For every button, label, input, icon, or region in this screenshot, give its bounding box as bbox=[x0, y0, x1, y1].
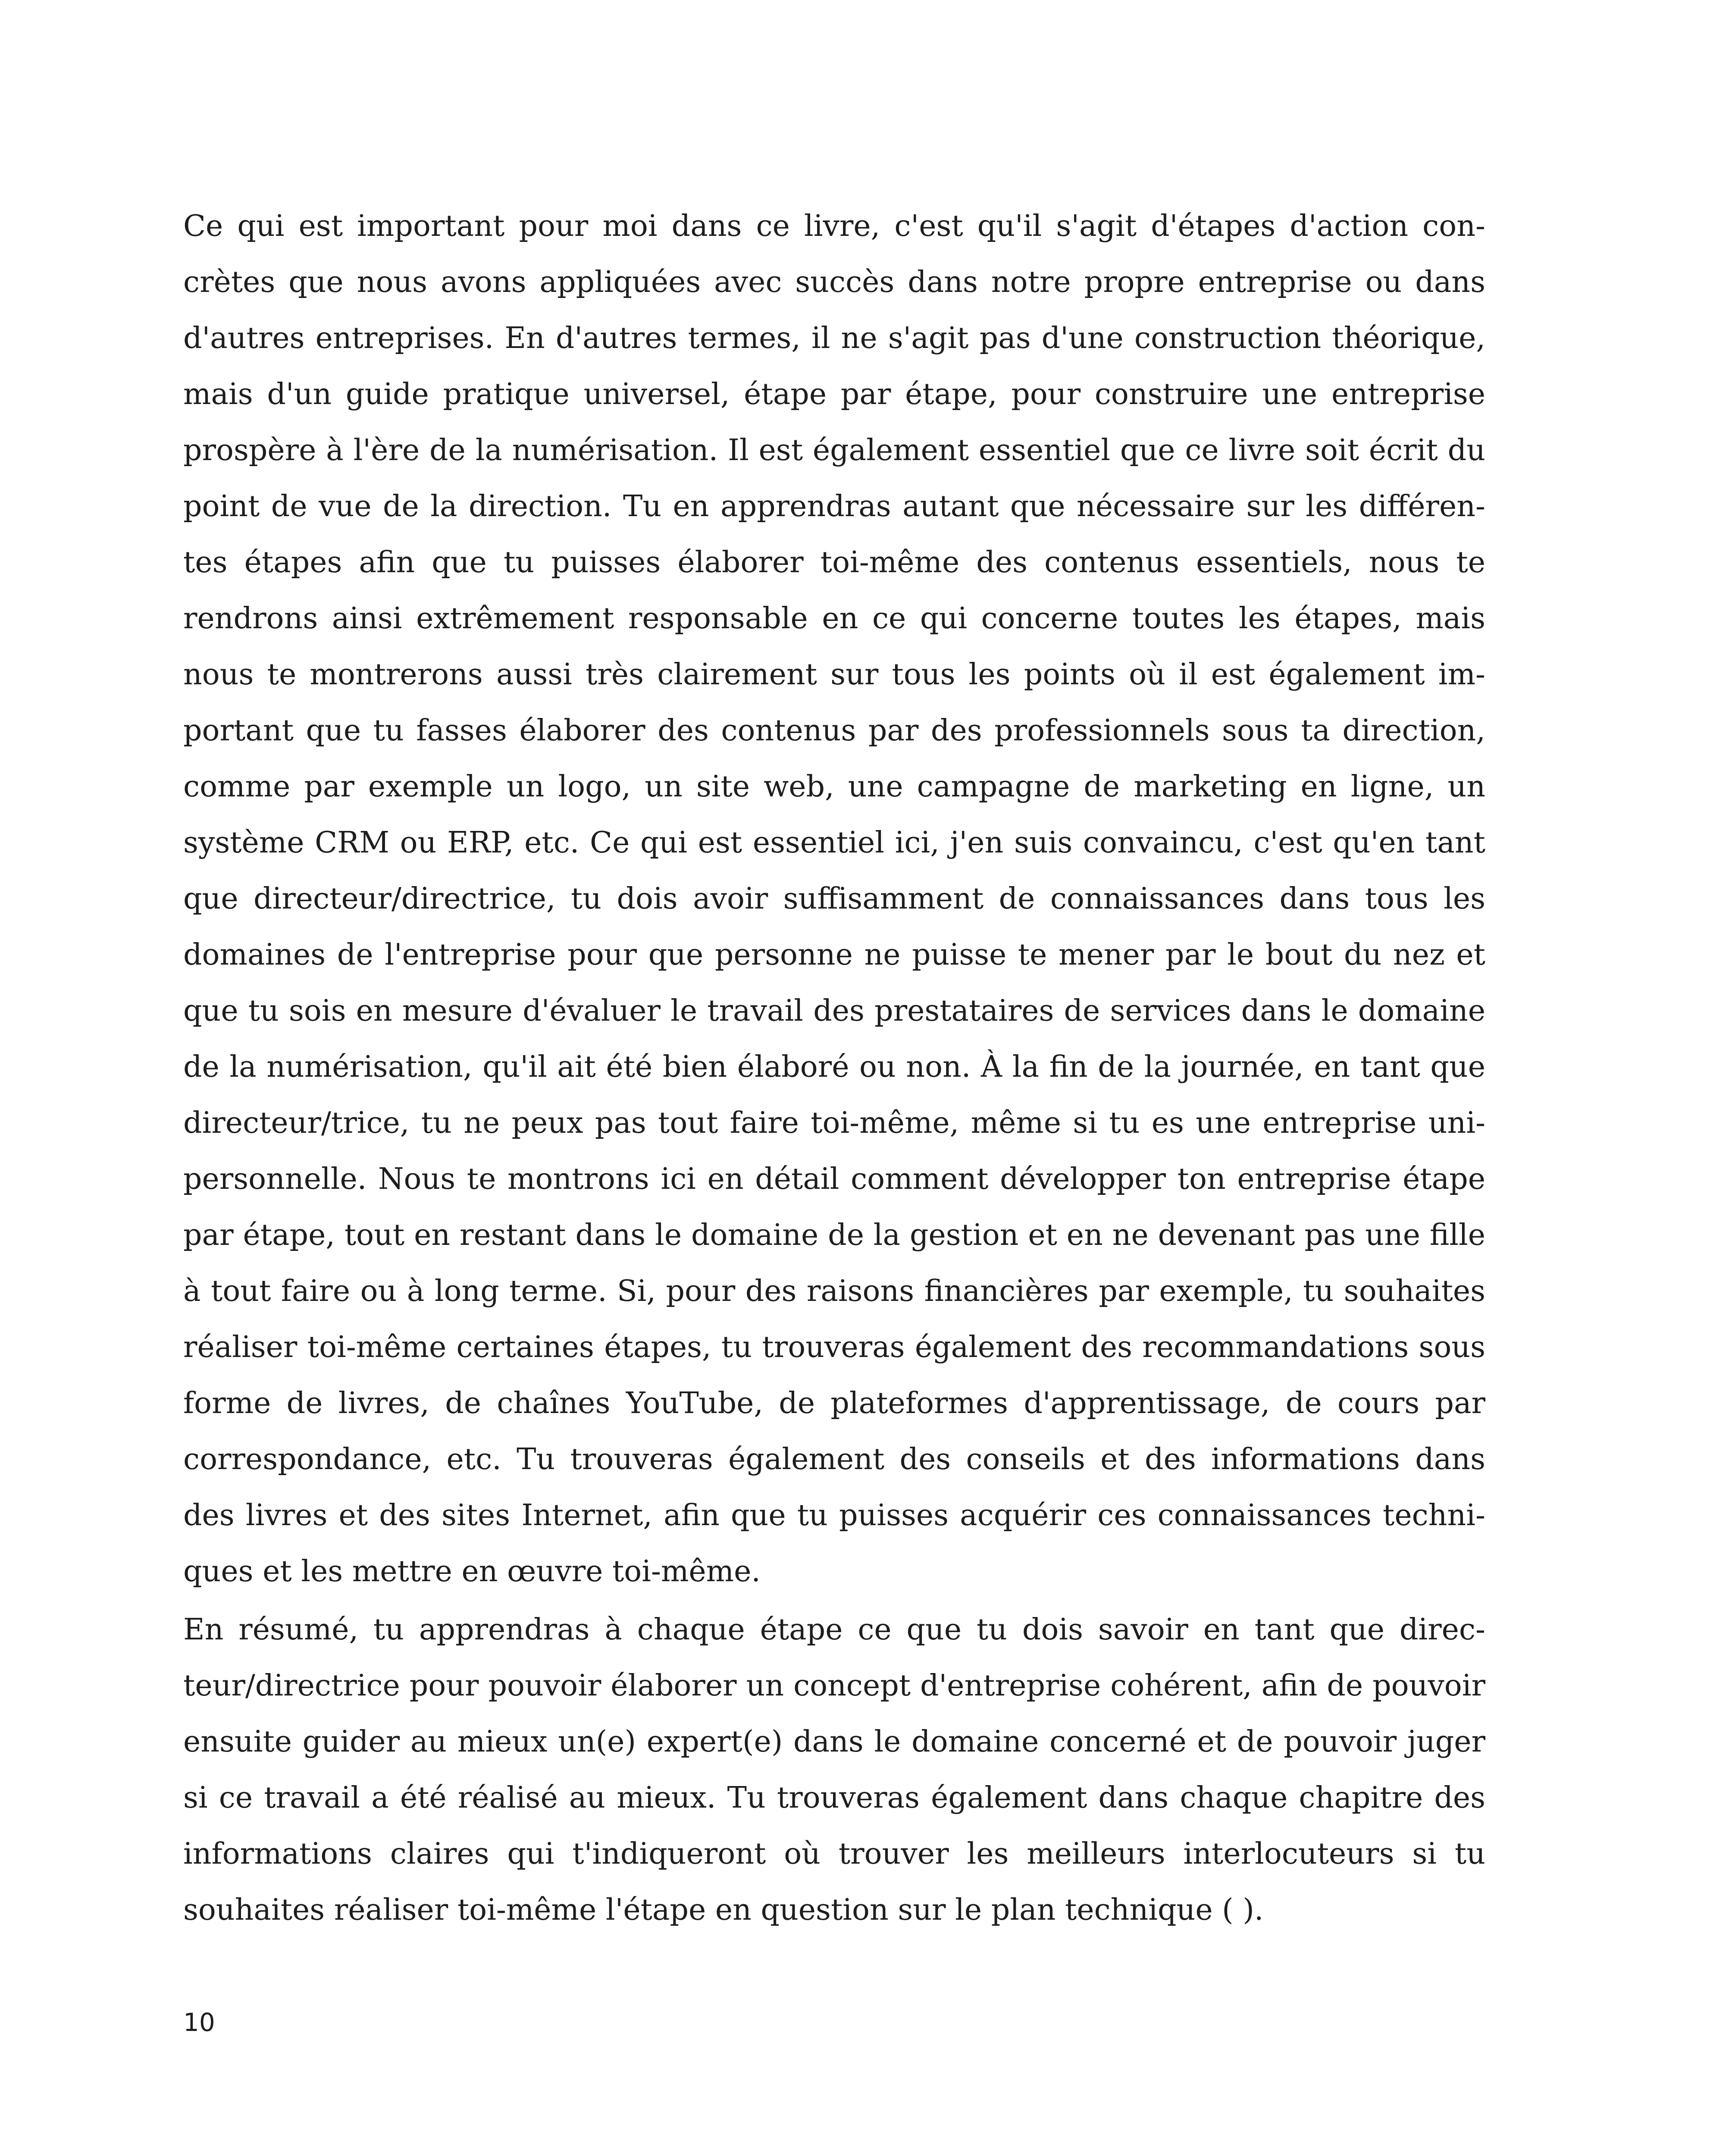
page-number: 10 bbox=[183, 2008, 215, 2037]
body-paragraph-2: En résumé, tu apprendras à chaque étape ce que tu dois savoir en tant que directeur/directrice pour pouvoir élaborer un concept d'entreprise cohérent, afin de pouvoir ensuite guider au mieux un(e) expert(e) dans le domaine concerné et de pouvoir juger si ce travail a été réalisé au mieux. Tu trouveras également dans chaque chapitre des informations claires qui t'indiqueront où trouver les meilleurs interlocuteurs si tu souhaites réaliser toi-même l'étape en question sur le plan technique ( ). bbox=[183, 1613, 1485, 1927]
body-paragraph-1: Ce qui est important pour moi dans ce livre, c'est qu'il s'agit d'étapes d'action concrètes que nous avons appliquées avec succès dans notre propre entreprise ou dans d'autres entreprises. En d'autres termes, il ne s'agit pas d'une construction théorique, mais d'un guide pratique universel, étape par étape, pour construire une entreprise prospère à l'ère de la numérisation. Il est également essentiel que ce livre soit écrit du point de vue de la direction. Tu en apprendras autant que nécessaire sur les différentes étapes afin que tu puisses élaborer toi-même des contenus essentiels, nous te rendrons ainsi extrêmement responsable en ce qui concerne toutes les étapes, mais nous te montrerons aussi très clairement sur tous les points où il est également important que tu fasses élaborer des contenus par des professionnels sous ta direction, comme par exemple un logo, un site web, une campagne de marketing en ligne, un système CRM ou ERP, etc. Ce qui est essentiel ici, j'en suis convaincu, c'est qu'en tant que directeur/directrice, tu dois avoir suffisamment de connaissances dans tous les domaines de l'entreprise pour que personne ne puisse te mener par le bout du nez et que tu sois en mesure d'évaluer le travail des prestataires de services dans le domaine de la numérisation, qu'il ait été bien élaboré ou non. À la fin de la journée, en tant que directeur/trice, tu ne peux pas tout faire toi-même, même si tu es une entreprise unipersonnelle. Nous te montrons ici en détail comment développer ton entreprise étape par étape, tout en restant dans le domaine de la gestion et en ne devenant pas une fille à tout faire ou à long terme. Si, pour des raisons financières par exemple, tu souhaites réaliser toi-même certaines étapes, tu trouveras également des recommandations sous forme de livres, de chaînes YouTube, de plateformes d'apprentissage, de cours par correspondance, etc. Tu trouveras également des conseils et des informations dans des livres et des sites Internet, afin que tu puisses acquérir ces connaissances techniques et les mettre en œuvre toi-même. bbox=[183, 209, 1485, 1589]
